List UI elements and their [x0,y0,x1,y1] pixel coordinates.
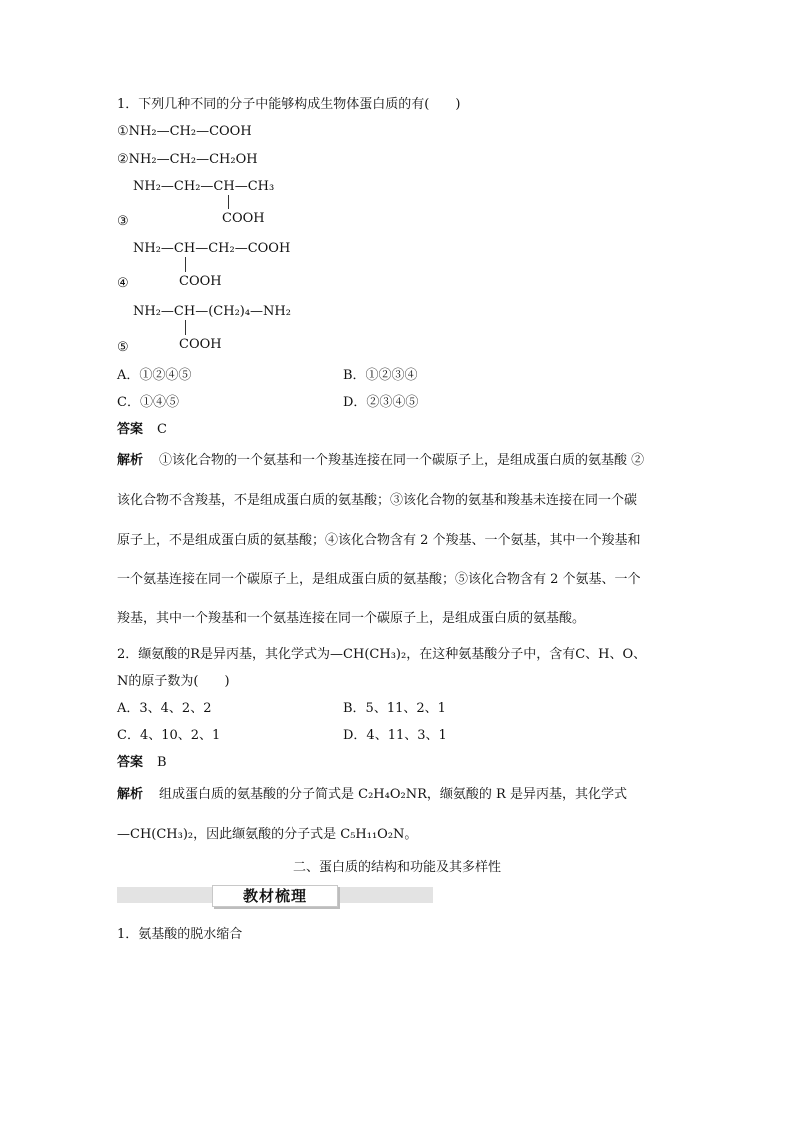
q2-option-c: C．4、10、2、1 [117,728,221,743]
explain-label: 解析 [117,453,144,468]
q2-answer [117,755,167,771]
explain-text: 组成蛋白质的氨基酸的分子简式是 C₂H₄O₂NR，缬氨酸的 R 是异丙基，其化学式 [159,787,627,802]
q2-option-a: A．3、4、2、2 [117,701,212,716]
q1-explain-line1 [117,453,644,469]
answer-label: 答案 [117,422,144,437]
q1-explain-line5: 羧基，其中一个羧基和一个氨基连接在同一个碳原子上，是组成蛋白质的氨基酸。 [117,611,586,626]
answer-value: B [157,755,167,770]
section-title: 二、蛋白质的结构和功能及其多样性 [292,860,501,875]
q1-item4-number: ④ [117,276,129,291]
q1-item3-branch: COOH [222,211,265,226]
q1-item4-chain: NH₂—CH—CH₂—COOH [133,241,291,256]
item-formula: NH₂—CH₂—CH₂OH [128,152,258,167]
q2-option-b: B．5、11、2、1 [343,701,446,716]
q1-explain-line2: 该化合物不含羧基，不是组成蛋白质的氨基酸；③该化合物的氨基和羧基未连接在同一个碳 [117,493,638,508]
q1-item2 [117,152,258,168]
q2-explain-line1 [117,787,627,803]
explain-text: ①该化合物的一个氨基和一个羧基连接在同一个碳原子上，是组成蛋白质的氨基酸 ② [159,453,645,468]
bond-line [185,257,186,272]
q1-explain-line4: 一个氨基连接在同一个碳原子上，是组成蛋白质的氨基酸；⑤该化合物含有 2 个氨基、一个 [117,572,641,587]
q1-item5-number: ⑤ [117,340,129,355]
answer-label: 答案 [117,755,144,770]
bond-line [228,195,229,209]
q1-option-c: C．①④⑤ [117,395,179,410]
q1-explain-line3: 原子上，不是组成蛋白质的氨基酸；④该化合物含有 2 个羧基、一个氨基，其中一个羧基和 [117,533,641,548]
q1-item5-chain: NH₂—CH—(CH₂)₄—NH₂ [133,304,291,319]
q1-stem: 1．下列几种不同的分子中能够构成生物体蛋白质的有( ) [117,97,461,112]
q1-item4-branch: COOH [179,274,222,289]
q2-option-d: D．4、11、3、1 [343,728,447,743]
q1-item5-branch: COOH [179,337,222,352]
q1-item3-chain: NH₂—CH₂—CH—CH₃ [133,179,275,194]
q1-item3-number: ③ [117,214,129,229]
item-number: ② [117,152,129,167]
item-formula: NH₂—CH₂—COOH [128,124,252,139]
q1-item1 [117,124,252,140]
q1-option-d: D．②③④⑤ [343,395,419,410]
q2-stem-line2: N的原子数为( ) [117,674,230,689]
q2-explain-line2: —CH(CH₃)₂，因此缬氨酸的分子式是 C₅H₁₁O₂N。 [117,827,418,842]
q1-option-b: B．①②③④ [343,368,418,383]
q1-answer [117,422,167,438]
item-number: ① [117,124,129,139]
banner-label: 教材梳理 [212,885,338,907]
subsection-title: 1．氨基酸的脱水缩合 [117,927,243,942]
q2-stem-line1: 2．缬氨酸的R是异丙基，其化学式为—CH(CH₃)₂，在这种氨基酸分子中，含有C、H、O、 [117,647,647,662]
q1-option-a: A．①②④⑤ [117,368,192,383]
answer-value: C [157,422,167,437]
bond-line [185,320,186,335]
explain-label: 解析 [117,787,144,802]
